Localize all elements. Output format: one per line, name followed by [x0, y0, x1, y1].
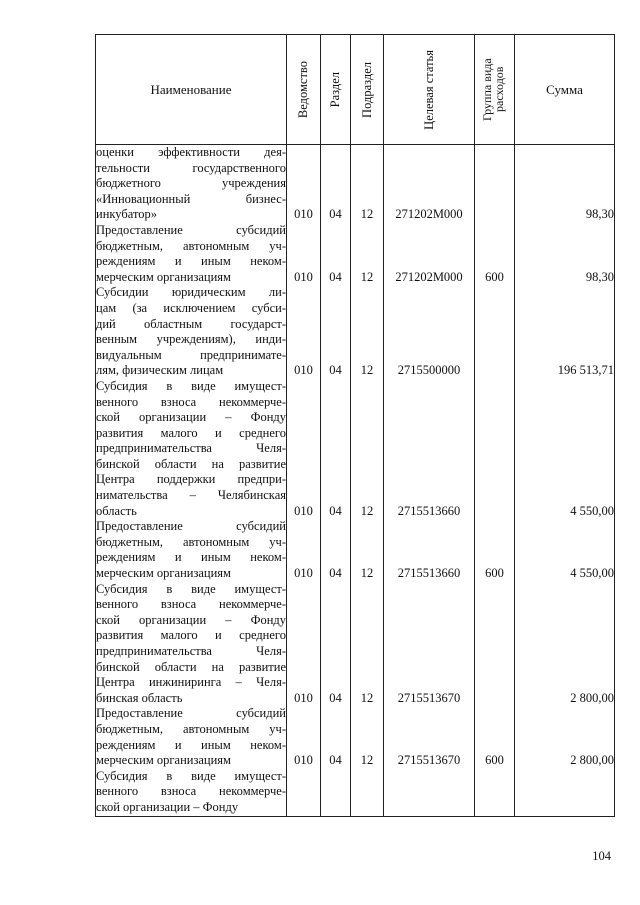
row-name-line: реждениям и иным неком-: [96, 550, 286, 565]
row-name-line: бюджетным, автономным уч-: [96, 238, 286, 253]
row-expense-group: 600: [475, 223, 515, 285]
row-expense-group: 600: [475, 519, 515, 581]
table-row: [96, 285, 615, 379]
row-department: 010: [287, 582, 321, 707]
table-header: [96, 35, 615, 145]
row-subsection: 12: [351, 285, 384, 379]
table-row: [96, 223, 615, 285]
row-name-line: бинская область: [96, 690, 183, 705]
row-section: [321, 769, 351, 816]
row-subsection: 12: [351, 519, 384, 581]
row-name-line: бинской области на развитие: [96, 659, 286, 674]
table-row: [96, 519, 615, 581]
row-name-line: бюджетным, автономным уч-: [96, 721, 286, 736]
row-amount: [515, 769, 615, 816]
header-subsection-label: Подраздел: [359, 61, 374, 118]
row-target-article: 2715513660: [384, 519, 475, 581]
row-subsection: [351, 769, 384, 816]
row-target-article: 2715513670: [384, 582, 475, 707]
row-name: [96, 379, 287, 519]
row-expense-group: [475, 582, 515, 707]
row-expense-group: 600: [475, 706, 515, 768]
row-subsection: 12: [351, 706, 384, 768]
table-body: [96, 145, 615, 817]
row-section: 04: [321, 706, 351, 768]
header-department: [287, 35, 321, 145]
row-name-line: Центра инжиниринга – Челя-: [96, 675, 286, 690]
row-name-line: венного взноса некоммерче-: [96, 597, 286, 612]
page-number: 104: [592, 849, 611, 863]
row-name-line: Центра поддержки предпри-: [96, 472, 286, 487]
row-target-article: 271202М000: [384, 223, 475, 285]
row-name-line: цам (за исключением субси-: [96, 300, 286, 315]
header-section: [321, 35, 351, 145]
row-section: 04: [321, 379, 351, 519]
row-name-line: Субсидии юридическим ли-: [96, 285, 286, 300]
row-name-line: предпринимательства Челя-: [96, 441, 286, 456]
row-name-line: Субсидия в виде имущест-: [96, 581, 286, 596]
row-name-line: Субсидия в виде имущест-: [96, 768, 286, 783]
header-target-article-label: Целевая статья: [421, 49, 436, 130]
row-department: 010: [287, 145, 321, 223]
row-amount: 2 800,00: [515, 706, 615, 768]
row-target-article: 2715513660: [384, 379, 475, 519]
row-name: [96, 769, 287, 816]
row-name: [96, 223, 287, 285]
header-target-article: [384, 35, 475, 145]
row-name-line: ской организации – Фонду: [96, 799, 239, 814]
row-name-line: инкубатор»: [96, 207, 157, 222]
row-name-line: дий областным государст-: [96, 316, 286, 331]
row-department: [287, 769, 321, 816]
row-department: 010: [287, 706, 321, 768]
header-name: Наименование: [96, 35, 287, 145]
row-name-line: реждениям и иным неком-: [96, 254, 286, 269]
row-target-article: 271202М000: [384, 145, 475, 223]
row-name-line: развития малого и среднего: [96, 628, 286, 643]
row-expense-group: [475, 379, 515, 519]
row-name: [96, 519, 287, 581]
budget-table: [95, 34, 615, 817]
header-expense-group-label: Группа вида расходов: [479, 58, 506, 121]
row-name: [96, 145, 287, 223]
row-amount: 98,30: [515, 223, 615, 285]
row-name-line: лям, физическим лицам: [96, 363, 224, 378]
row-subsection: 12: [351, 223, 384, 285]
row-name-line: предпринимательства Челя-: [96, 644, 286, 658]
row-name-line: бюджетным, автономным уч-: [96, 534, 286, 549]
row-target-article: 2715513670: [384, 706, 475, 768]
header-expense-group: [475, 35, 515, 145]
row-name-line: оценки эффективности дея-: [96, 145, 286, 159]
row-amount: 196 513,71: [515, 285, 615, 379]
row-name: [96, 706, 287, 768]
row-name-line: мерческим организациям: [96, 269, 231, 284]
row-name-line: видуальным предпринимате-: [96, 347, 286, 362]
row-name-line: венным учреждениям), инди-: [96, 332, 286, 347]
row-expense-group: [475, 769, 515, 816]
row-section: 04: [321, 519, 351, 581]
row-name-line: Предоставление субсидий: [96, 222, 286, 237]
row-department: 010: [287, 285, 321, 379]
row-name-line: тельности государственного: [96, 160, 286, 175]
table-row: [96, 582, 615, 707]
row-amount: 4 550,00: [515, 519, 615, 581]
row-name-line: венного взноса некоммерче-: [96, 394, 286, 409]
row-name-line: мерческим организациям: [96, 753, 231, 768]
row-name: [96, 582, 287, 707]
table-row: [96, 145, 615, 223]
row-name-line: «Инновационный бизнес-: [96, 191, 286, 206]
row-section: 04: [321, 285, 351, 379]
row-name-line: ской организации – Фонду: [96, 410, 286, 425]
table-row: [96, 706, 615, 768]
row-subsection: 12: [351, 145, 384, 223]
row-section: 04: [321, 145, 351, 223]
header-section-label: Раздел: [328, 71, 342, 108]
row-name: [96, 285, 287, 379]
row-name-line: Предоставление субсидий: [96, 706, 286, 721]
row-name-line: область: [96, 503, 137, 518]
row-expense-group: [475, 145, 515, 223]
row-name-line: бинской области на развитие: [96, 456, 286, 471]
row-name-line: бюджетного учреждения: [96, 176, 286, 191]
row-name-line: ской организации – Фонду: [96, 612, 286, 627]
row-name-line: мерческим организациям: [96, 566, 231, 581]
row-amount: 4 550,00: [515, 379, 615, 519]
row-section: 04: [321, 582, 351, 707]
header-amount: Сумма: [515, 35, 615, 145]
row-department: 010: [287, 379, 321, 519]
row-name-line: венного взноса некоммерче-: [96, 784, 286, 799]
header-subsection: [351, 35, 384, 145]
row-target-article: [384, 769, 475, 816]
row-subsection: 12: [351, 582, 384, 707]
row-amount: 98,30: [515, 145, 615, 223]
row-target-article: 2715500000: [384, 285, 475, 379]
row-name-line: Субсидия в виде имущест-: [96, 378, 286, 393]
row-name-line: нимательства – Челябинская: [96, 488, 286, 503]
row-expense-group: [475, 285, 515, 379]
row-name-line: развития малого и среднего: [96, 425, 286, 440]
table-row: [96, 769, 615, 816]
row-name-line: Предоставление субсидий: [96, 519, 286, 534]
row-section: 04: [321, 223, 351, 285]
row-department: 010: [287, 519, 321, 581]
row-name-line: реждениям и иным неком-: [96, 737, 286, 752]
row-subsection: 12: [351, 379, 384, 519]
row-amount: 2 800,00: [515, 582, 615, 707]
table-row: [96, 379, 615, 519]
header-department-label: Ведомство: [296, 60, 310, 119]
row-department: 010: [287, 223, 321, 285]
